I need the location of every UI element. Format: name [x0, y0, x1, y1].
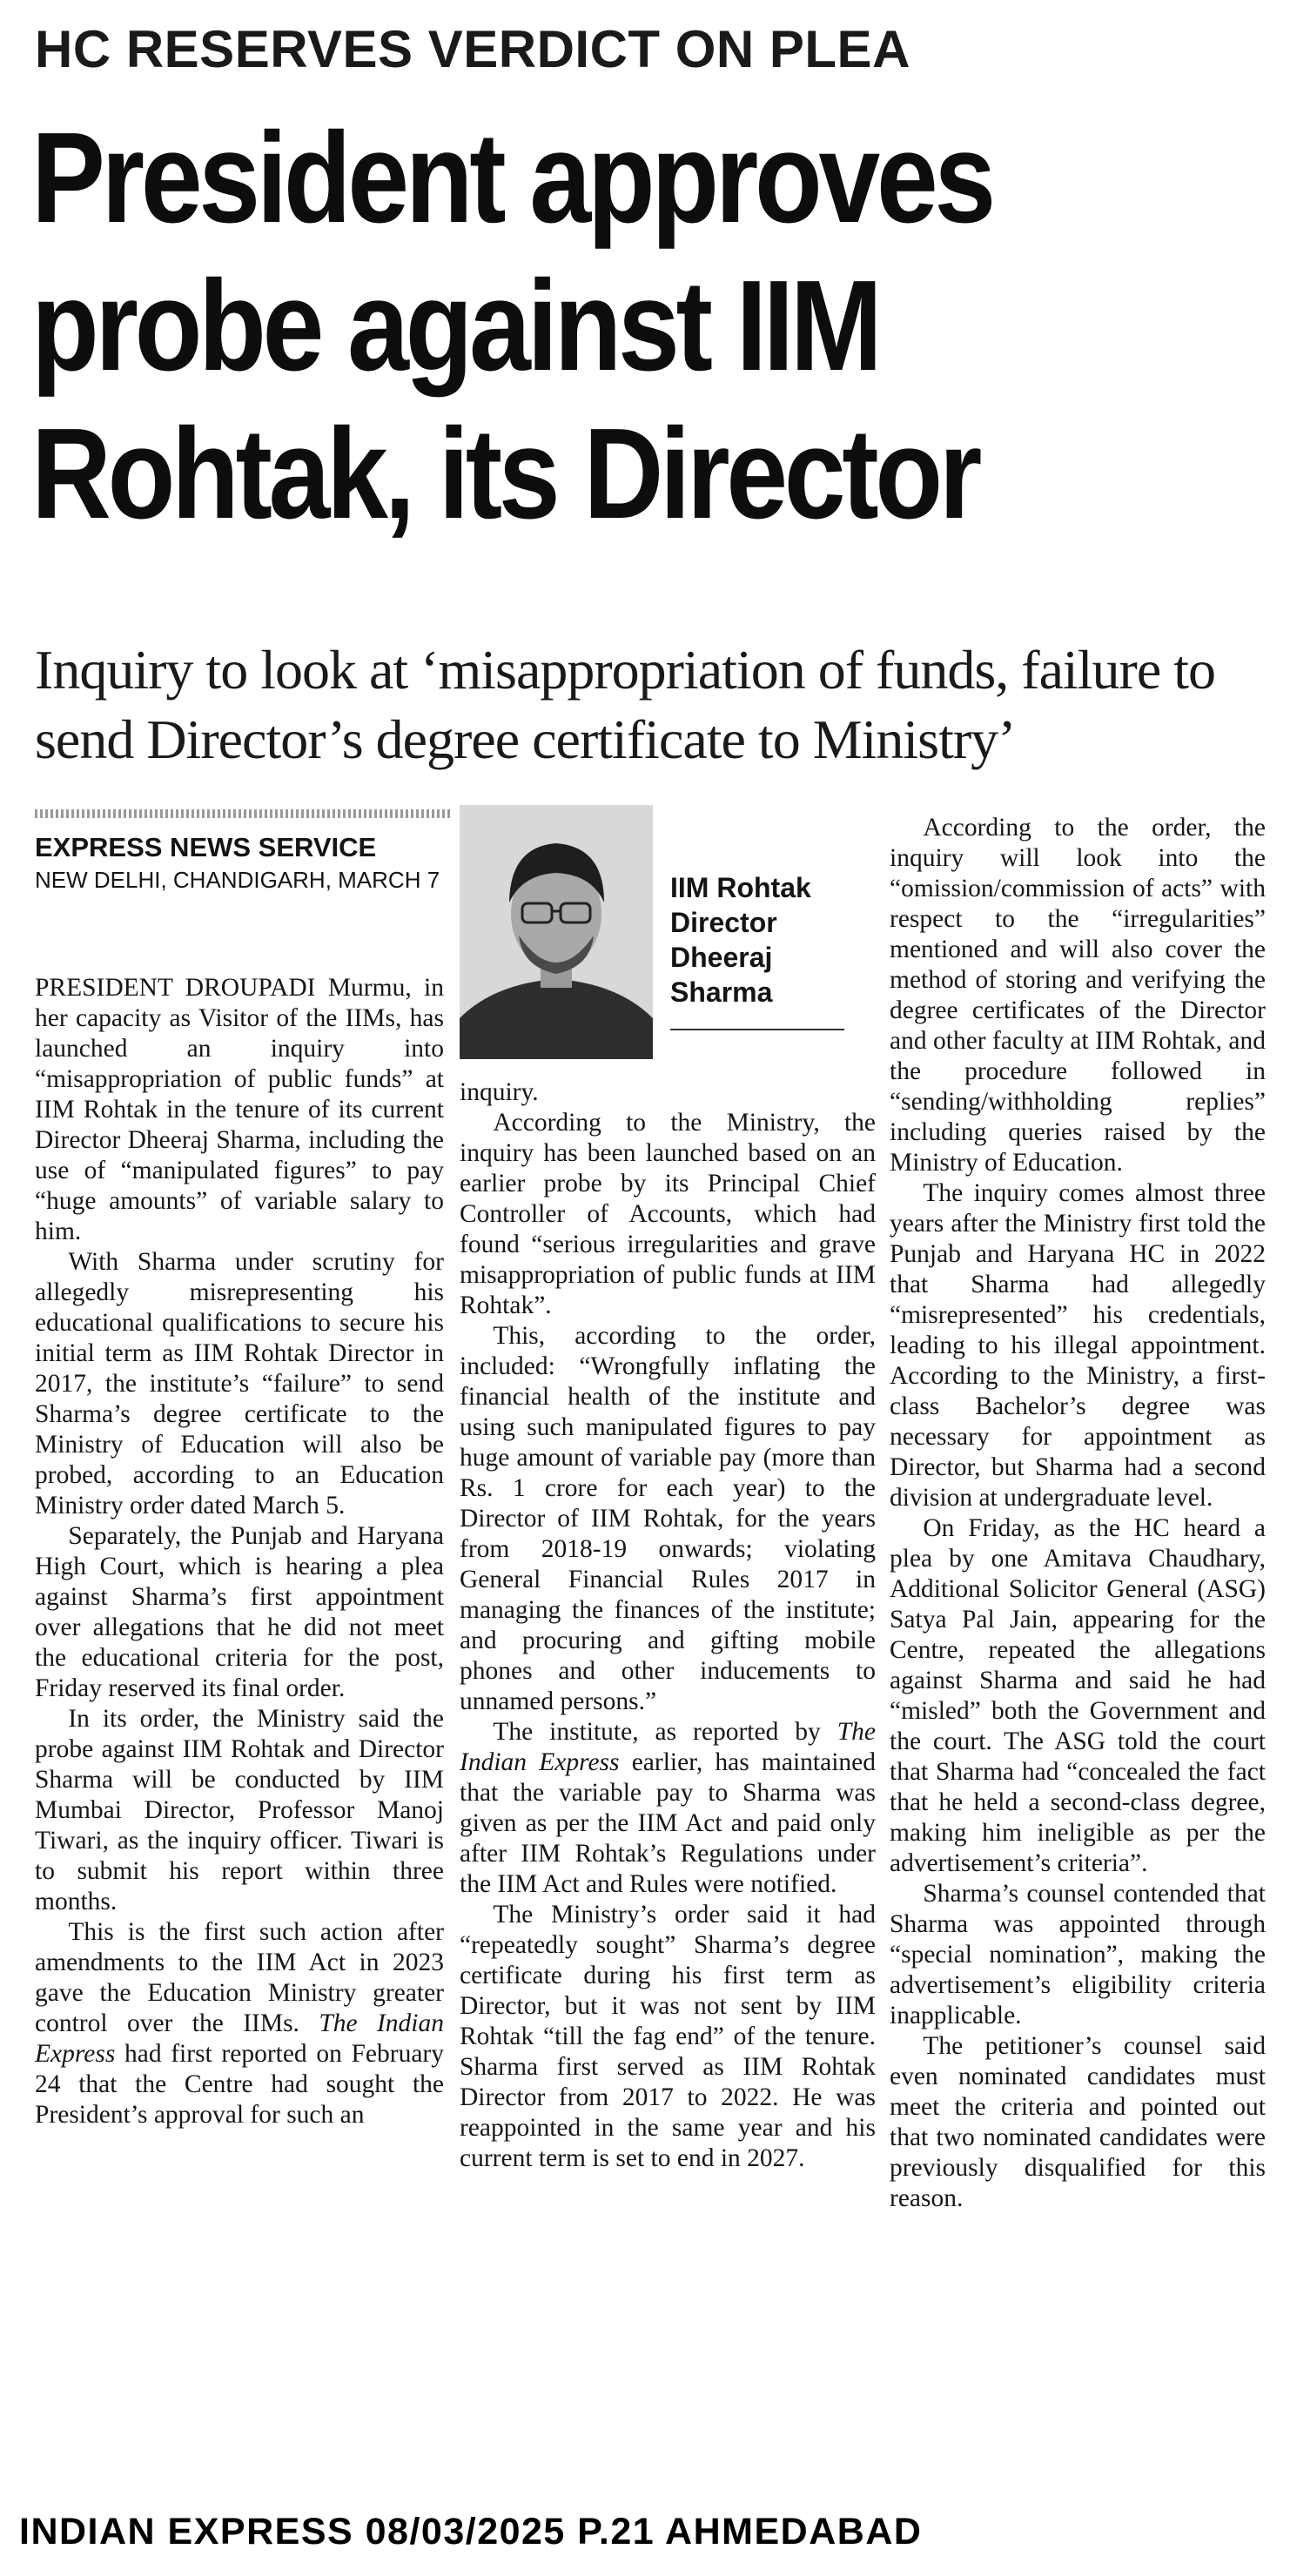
paragraph: This, according to the order, included: “Wrongfully inflating the financial health of the institute and using such manipulated figures to pay huge amount of variable pay (more than Rs. 1 crore for each year) to the Director of IIM Rohtak, for the years from 2018-19 onwards; violating General Financial Rules 2017 in managing the finances of the institute; and procuring and gifting mobile phones and other inducements to unnamed persons.”: [460, 1322, 876, 1715]
director-photo: [460, 805, 653, 1059]
article-column-3: [890, 813, 1266, 2214]
paragraph: According to the order, the inquiry will look into the “omission/commission of acts” with respect to the “irregularities” mentioned and will also cover the method of storing and verifying the degree certificates of the Director and other faculty at IIM Rohtak, and the procedure followed in “sending/withholding replies” including queries raised by the Ministry of Education.: [890, 814, 1266, 1177]
caption-rule: [670, 1029, 844, 1030]
source-footer: INDIAN EXPRESS 08/03/2025 P.21 AHMEDABAD: [19, 2511, 923, 2553]
paragraph: With Sharma under scrutiny for allegedly misrepresenting his educational qualifications to secure his initial term as IIM Rohtak Director in 2017, the institute’s “failure” to send Sharma’s degree certificate to the Ministry of Education will also be probed, according to an Education Ministry order dated March 5.: [35, 1248, 444, 1519]
article-column-2: [460, 1077, 876, 2174]
article-subhead: Inquiry to look at ‘misappropriation of funds, failure to send Director’s degree certificate to Ministry’: [35, 639, 1216, 770]
paragraph: inquiry.: [460, 1078, 539, 1106]
paragraph: [460, 1717, 876, 1900]
photo-caption: IIM Rohtak Director Dheeraj Sharma: [670, 872, 811, 1008]
dotted-rule: [35, 809, 453, 818]
byline: [35, 831, 453, 896]
paragraph: [35, 1917, 444, 2130]
paragraph: The inquiry comes almost three years after the Ministry first told the Punjab and Haryana HC in 2022 that Sharma had allegedly “misrepresented” his credentials, leading to his illegal appointment. According to the Ministry, a first-class Bachelor’s degree was necessary for appointment as Director, but Sharma had a second division at undergraduate level.: [890, 1179, 1266, 1512]
text-run: This is the first such action after amendments to the IIM Act in 2023 gave the Education Ministry greater control over the IIMs.: [35, 1918, 444, 2037]
byline-agency: EXPRESS NEWS SERVICE: [35, 832, 377, 862]
text-run: earlier, has maintained that the variable pay to Sharma was given as per the IIM Act and paid only after IIM Rohtak’s Regulations under the IIM Act and Rules were notified.: [460, 1748, 876, 1898]
paragraph: The petitioner’s counsel said even nominated candidates must meet the criteria and pointed out that two nominated candidates were previously disqualified for this reason.: [890, 2032, 1266, 2212]
text-run: The institute, as reported by: [493, 1718, 837, 1746]
paragraph: The Ministry’s order said it had “repeatedly sought” Sharma’s degree certificate during his first term as Director, but it was not sent by IIM Rohtak “till the fag end” of the tenure. Sharma first served as IIM Rohtak Director from 2017 to 2022. He was reappointed in the same year and his current term is set to end in 2027.: [460, 1901, 876, 2172]
article-column-1: [35, 973, 444, 2130]
paragraph: According to the Ministry, the inquiry has been launched based on an earlier probe by its Principal Chief Controller of Accounts, which had found “serious irregularities and grave misappropriation of public funds at IIM Rohtak”.: [460, 1109, 876, 1319]
paragraph: Sharma’s counsel contended that Sharma was appointed through “special nomination”, making the advertisement’s eligibility criteria inapplicable.: [890, 1880, 1266, 2029]
portrait-image: [460, 805, 653, 1059]
text-run: had first reported on February 24 that the Centre had sought the President’s approval for such an: [35, 2040, 444, 2129]
article-kicker: HC RESERVES VERDICT ON PLEA: [35, 20, 910, 78]
article-headline: President approves probe against IIM Rohtak, its Director: [31, 106, 992, 546]
paragraph: PRESIDENT DROUPADI Murmu, in her capacity as Visitor of the IIMs, has launched an inquiry into “misappropriation of public funds” at IIM Rohtak in the tenure of its current Director Dheeraj Sharma, including the use of “manipulated figures” to pay “huge amounts” of variable salary to him.: [35, 974, 444, 1245]
publication-name: The Indian Express: [35, 2009, 444, 2068]
publication-name: The Indian Express: [460, 1718, 876, 1776]
paragraph: Separately, the Punjab and Haryana High Court, which is hearing a plea against Sharma’s first appointment over allegations that he did not meet the educational criteria for the post, Friday reserved its final order.: [35, 1522, 444, 1702]
paragraph: On Friday, as the HC heard a plea by one Amitava Chaudhary, Additional Solicitor General (ASG) Satya Pal Jain, appearing for the Centre, repeated the allegations against Sharma and said he had “misled” both the Government and the court. The ASG told the court that Sharma had “concealed the fact that he held a second-class degree, making him ineligible as per the advertisement’s criteria”.: [890, 1514, 1266, 1877]
byline-place-date: NEW DELHI, CHANDIGARH, MARCH 7: [35, 867, 440, 893]
paragraph: In its order, the Ministry said the probe against IIM Rohtak and Director Sharma will be conducted by IIM Mumbai Director, Professor Manoj Tiwari, as the inquiry officer. Tiwari is to submit his report within three months.: [35, 1705, 444, 1915]
